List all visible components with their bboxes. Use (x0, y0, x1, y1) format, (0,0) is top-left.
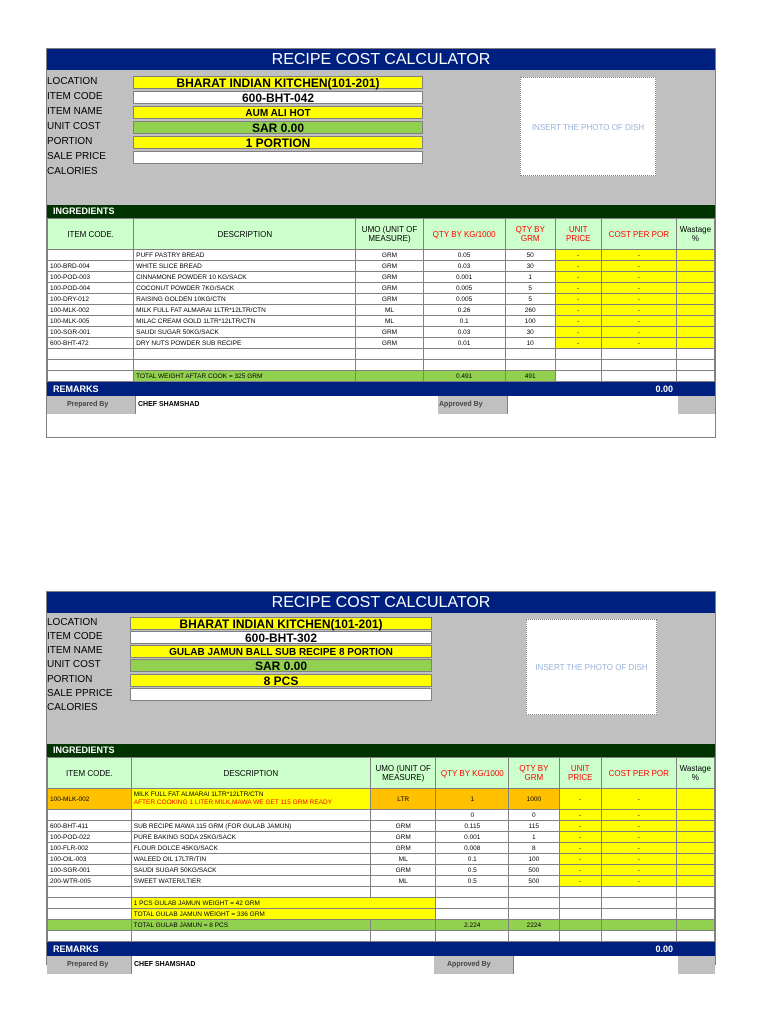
row-qty-kg: 0.005 (423, 283, 505, 294)
row-wastage (676, 876, 714, 887)
label-calories: CALORIES (47, 166, 98, 177)
table-row (48, 931, 715, 942)
col-item-code: ITEM CODE. (48, 219, 134, 250)
row-cost: - (601, 876, 676, 887)
value-item-code[interactable]: 600-BHT-042 (133, 91, 423, 104)
row-qty-grm: 5 (505, 283, 555, 294)
total-grm: 491 (505, 371, 555, 382)
row-qty-kg: 0.05 (423, 250, 505, 261)
label-item-code: ITEM CODE (47, 631, 103, 642)
col-qty-grm: QTY BY GRM (509, 758, 559, 789)
table-row (48, 305, 715, 316)
table-row (48, 283, 715, 294)
row-umo: GRM (356, 338, 423, 349)
row-unit-price: - (555, 327, 601, 338)
table-header-row (48, 219, 715, 250)
ingredients-section-label: INGREDIENTS (47, 744, 715, 757)
row-cost: - (601, 294, 676, 305)
table-row (48, 789, 715, 810)
row-description: SAUDI SUGAR 50KG/SACK (131, 865, 370, 876)
row-description: WALEED OIL 17LTR/TIN (131, 854, 370, 865)
row-qty-kg: 0.008 (436, 843, 509, 854)
row-wastage (676, 294, 714, 305)
row-umo: GRM (356, 272, 423, 283)
table-row (48, 843, 715, 854)
row-qty-grm: 115 (509, 821, 559, 832)
recipe-sheet-1 (46, 48, 716, 438)
row-qty-grm: 50 (505, 250, 555, 261)
row-qty-grm: 100 (505, 316, 555, 327)
sheet-header (47, 70, 715, 205)
row-umo: GRM (356, 327, 423, 338)
row-wastage (676, 283, 714, 294)
row-qty-grm: 100 (509, 854, 559, 865)
row-umo: GRM (370, 865, 436, 876)
col-qty-kg: QTY BY KG/1000 (436, 758, 509, 789)
row-cost: - (601, 272, 676, 283)
row-unit-price: - (559, 810, 601, 821)
row-qty-grm: 500 (509, 865, 559, 876)
label-location: LOCATION (47, 617, 98, 628)
row-qty-kg: 0.005 (423, 294, 505, 305)
row-umo: GRM (356, 261, 423, 272)
row-description: PUFF PASTRY BREAD (134, 250, 356, 261)
row-code: 100-POD-003 (48, 272, 134, 283)
row-qty-kg: 0.03 (423, 327, 505, 338)
remarks-label: REMARKS (53, 384, 99, 394)
dish-photo-placeholder[interactable]: INSERT THE PHOTO OF DISH (526, 619, 657, 715)
total-text: TOTAL GULAB JAMUN = 8 PCS (131, 920, 370, 931)
row-qty-kg: 0.01 (423, 338, 505, 349)
row-unit-price: - (555, 316, 601, 327)
row-unit-price: - (555, 272, 601, 283)
row-cost: - (601, 821, 676, 832)
row-note: AFTER COOKING 1 LITER MILK,MAWA WE GET 115 GRM READY (133, 799, 333, 806)
label-item-name: ITEM NAME (47, 106, 103, 117)
signoff-row (47, 956, 715, 974)
row-description: WHITE SLICE BREAD (134, 261, 356, 272)
row-code: 100-SGR-001 (48, 327, 134, 338)
row-cost: - (601, 316, 676, 327)
row-qty-grm: 1 (505, 272, 555, 283)
row-cost: - (601, 327, 676, 338)
value-sale-price[interactable] (130, 688, 432, 701)
sheet-header (47, 613, 715, 744)
row-wastage (676, 327, 714, 338)
row-cost: - (601, 789, 676, 810)
row-qty-kg: 0.03 (423, 261, 505, 272)
table-row (48, 854, 715, 865)
row-umo: ML (370, 876, 436, 887)
table-row (48, 316, 715, 327)
prepared-by-value[interactable]: CHEF SHAMSHAD (131, 956, 434, 974)
label-item-code: ITEM CODE (47, 91, 103, 102)
row-description: FLOUR DOLCE 45KG/SACK (131, 843, 370, 854)
row-unit-price: - (559, 854, 601, 865)
table-row (48, 876, 715, 887)
table-row (48, 810, 715, 821)
note-row (48, 909, 715, 920)
row-code: 100-OIL-003 (48, 854, 132, 865)
value-item-name[interactable]: AUM ALI HOT (133, 106, 423, 119)
row-unit-price: - (559, 832, 601, 843)
remarks-label: REMARKS (53, 944, 99, 954)
row-wastage (676, 843, 714, 854)
ingredient-rows (48, 250, 715, 349)
table-row (48, 250, 715, 261)
value-location[interactable]: BHARAT INDIAN KITCHEN(101-201) (133, 76, 423, 89)
row-qty-grm: 0 (509, 810, 559, 821)
row-qty-grm: 30 (505, 327, 555, 338)
row-unit-price: - (555, 338, 601, 349)
row-qty-grm: 500 (509, 876, 559, 887)
row-cost: - (601, 865, 676, 876)
remarks-total: 0.00 (655, 384, 673, 394)
row-unit-price: - (555, 250, 601, 261)
remarks-bar (47, 942, 715, 956)
row-umo: ML (356, 305, 423, 316)
col-umo: UMO (UNIT OF MEASURE) (370, 758, 436, 789)
row-umo: ML (356, 316, 423, 327)
row-code: 100-POD-022 (48, 832, 132, 843)
row-description: MILK FULL FAT ALMARAI 1LTR*12LTR/CTN (133, 791, 264, 798)
row-cost: - (601, 250, 676, 261)
total-kg: 2.224 (436, 920, 509, 931)
row-unit-price: - (559, 876, 601, 887)
row-qty-kg: 0.1 (423, 316, 505, 327)
table-row (48, 338, 715, 349)
row-wastage (676, 865, 714, 876)
signoff-row (47, 396, 715, 414)
label-unit-cost: UNIT COST (47, 659, 101, 670)
row-description: SAUDI SUGAR 50KG/SACK (134, 327, 356, 338)
value-location[interactable]: BHARAT INDIAN KITCHEN(101-201) (130, 617, 432, 630)
row-code: 600-BHT-472 (48, 338, 134, 349)
row-umo: GRM (356, 294, 423, 305)
ingredient-rows (48, 821, 715, 887)
row-cost: - (601, 338, 676, 349)
row-qty-grm: 5 (505, 294, 555, 305)
table-row (48, 272, 715, 283)
approved-by-value[interactable] (513, 956, 678, 974)
row-umo: GRM (356, 283, 423, 294)
approved-by-label: Approved By (447, 961, 491, 968)
row-cost: - (601, 810, 676, 821)
sheet-title: RECIPE COST CALCULATOR (47, 49, 715, 70)
row-umo: GRM (370, 843, 436, 854)
row-description: DRY NUTS POWDER SUB RECIPE (134, 338, 356, 349)
row-cost: - (601, 261, 676, 272)
total-text: TOTAL WEIGHT AFTAR COOK = 325 GRM (134, 371, 356, 382)
note-piece-weight: 1 PCS GULAB JAMUN WEIGHT = 42 GRM (131, 898, 436, 909)
row-code: 100-POD-004 (48, 283, 134, 294)
approved-by-value[interactable] (507, 396, 678, 414)
prepared-by-value[interactable]: CHEF SHAMSHAD (135, 396, 438, 414)
dish-photo-placeholder[interactable]: INSERT THE PHOTO OF DISH (520, 77, 656, 176)
row-code: 100-MLK-002 (48, 305, 134, 316)
col-qty-grm: QTY BY GRM (505, 219, 555, 250)
row-wastage (676, 338, 714, 349)
row-wastage (676, 821, 714, 832)
col-cost-per-por: COST PER POR (601, 758, 676, 789)
row-qty-grm: 1 (509, 832, 559, 843)
prepared-by-label: Prepared By (67, 961, 109, 968)
ingredients-table (47, 218, 715, 382)
row-cost: - (601, 854, 676, 865)
label-sale-price: SALE PPRICE (47, 688, 113, 699)
table-row (48, 294, 715, 305)
row-description: COCONUT POWDER 7KG/SACK (134, 283, 356, 294)
row-description: SUB RECIPE MAWA 115 GRM (FOR GULAB JAMUN) (131, 821, 370, 832)
row-wastage (676, 832, 714, 843)
row-wastage (676, 854, 714, 865)
row-description: MILAC CREAM GOLD 1LTR*12LTR/CTN (134, 316, 356, 327)
row-umo: LTR (370, 789, 436, 810)
row-description: RAISING GOLDEN 10KG/CTN (134, 294, 356, 305)
ingredients-section-label: INGREDIENTS (47, 205, 715, 218)
row-wastage (676, 305, 714, 316)
table-row (48, 327, 715, 338)
row-qty-kg: 0 (436, 810, 509, 821)
row-cost: - (601, 832, 676, 843)
row-description: MILK FULL FAT ALMARAI 1LTR*12LTR/CTN (134, 305, 356, 316)
total-row (48, 371, 715, 382)
value-portion[interactable]: 8 PCS (130, 674, 432, 687)
label-portion: PORTION (47, 674, 93, 685)
recipe-sheet-2 (46, 591, 716, 968)
row-unit-price: - (555, 283, 601, 294)
row-qty-kg: 0.115 (436, 821, 509, 832)
note-row (48, 898, 715, 909)
value-portion[interactable]: 1 PORTION (133, 136, 423, 149)
row-qty-kg: 0.26 (423, 305, 505, 316)
row-qty-kg: 0.1 (436, 854, 509, 865)
row-code: 100-MLK-005 (48, 316, 134, 327)
col-item-code: ITEM CODE. (48, 758, 132, 789)
row-wastage (676, 261, 714, 272)
row-description: PURE BAKING SODA 25KG/SACK (131, 832, 370, 843)
row-unit-price: - (559, 865, 601, 876)
row-cost: - (601, 843, 676, 854)
row-unit-price: - (555, 261, 601, 272)
row-qty-kg: 0.001 (436, 832, 509, 843)
table-row (48, 360, 715, 371)
table-header-row (48, 758, 715, 789)
note-total-weight: TOTAL GULAB JAMUN WEIGHT = 336 GRM (131, 909, 436, 920)
table-row (48, 261, 715, 272)
col-description: DESCRIPTION (134, 219, 356, 250)
row-code: 200-WTR-005 (48, 876, 132, 887)
row-unit-price: - (555, 294, 601, 305)
col-wastage: Wastage % (676, 758, 714, 789)
label-calories: CALORIES (47, 702, 98, 713)
total-row (48, 920, 715, 931)
value-item-name[interactable]: GULAB JAMUN BALL SUB RECIPE 8 PORTION (130, 645, 432, 658)
col-unit-price: UNIT PRICE (555, 219, 601, 250)
label-portion: PORTION (47, 136, 93, 147)
row-qty-grm: 260 (505, 305, 555, 316)
approved-by-label: Approved By (439, 401, 483, 408)
row-qty-kg: 0.5 (436, 865, 509, 876)
row-qty-kg: 0.001 (423, 272, 505, 283)
table-row (48, 832, 715, 843)
prepared-by-label: Prepared By (67, 401, 109, 408)
row-qty-grm: 30 (505, 261, 555, 272)
row-description: CINNAMONE POWDER 10 KG/SACK (134, 272, 356, 283)
value-unit-cost[interactable]: SAR 0.00 (130, 659, 432, 672)
row-umo: GRM (356, 250, 423, 261)
row-qty-kg: 1 (436, 789, 509, 810)
label-item-name: ITEM NAME (47, 645, 103, 656)
row-qty-grm: 10 (505, 338, 555, 349)
row-code: 100-SGR-001 (48, 865, 132, 876)
value-unit-cost[interactable]: SAR 0.00 (133, 121, 423, 134)
row-code: 600-BHT-411 (48, 821, 132, 832)
table-row (48, 887, 715, 898)
label-location: LOCATION (47, 76, 98, 87)
row-unit-price: - (559, 843, 601, 854)
row-cost: - (601, 283, 676, 294)
row-unit-price: - (559, 789, 601, 810)
remarks-bar (47, 382, 715, 396)
row-description: SWEET WATER/LTIER (131, 876, 370, 887)
row-unit-price: - (559, 821, 601, 832)
row-wastage (676, 316, 714, 327)
table-row (48, 349, 715, 360)
col-umo: UMO (UNIT OF MEASURE) (356, 219, 423, 250)
ingredients-table (47, 757, 715, 942)
row-code: 100-DRY-012 (48, 294, 134, 305)
total-grm: 2224 (509, 920, 559, 931)
total-kg: 0.491 (423, 371, 505, 382)
row-wastage (676, 250, 714, 261)
row-code: 100-MLK-002 (48, 789, 132, 810)
sheet-title: RECIPE COST CALCULATOR (47, 592, 715, 613)
value-item-code[interactable]: 600-BHT-302 (130, 631, 432, 644)
col-description: DESCRIPTION (131, 758, 370, 789)
row-umo: ML (370, 854, 436, 865)
row-cost: - (601, 305, 676, 316)
remarks-total: 0.00 (655, 944, 673, 954)
col-wastage: Wastage % (676, 219, 714, 250)
table-row (48, 821, 715, 832)
row-code: 100-BRD-004 (48, 261, 134, 272)
col-qty-kg: QTY BY KG/1000 (423, 219, 505, 250)
col-unit-price: UNIT PRICE (559, 758, 601, 789)
row-qty-grm: 1000 (509, 789, 559, 810)
row-unit-price: - (555, 305, 601, 316)
value-sale-price[interactable] (133, 151, 423, 164)
row-qty-grm: 8 (509, 843, 559, 854)
label-sale-price: SALE PRICE (47, 151, 106, 162)
row-umo: GRM (370, 832, 436, 843)
row-code: 100-FLR-002 (48, 843, 132, 854)
row-umo: GRM (370, 821, 436, 832)
row-qty-kg: 0.5 (436, 876, 509, 887)
row-wastage (676, 272, 714, 283)
label-unit-cost: UNIT COST (47, 121, 101, 132)
table-row (48, 865, 715, 876)
row-code (48, 250, 134, 261)
col-cost-per-por: COST PER POR (601, 219, 676, 250)
